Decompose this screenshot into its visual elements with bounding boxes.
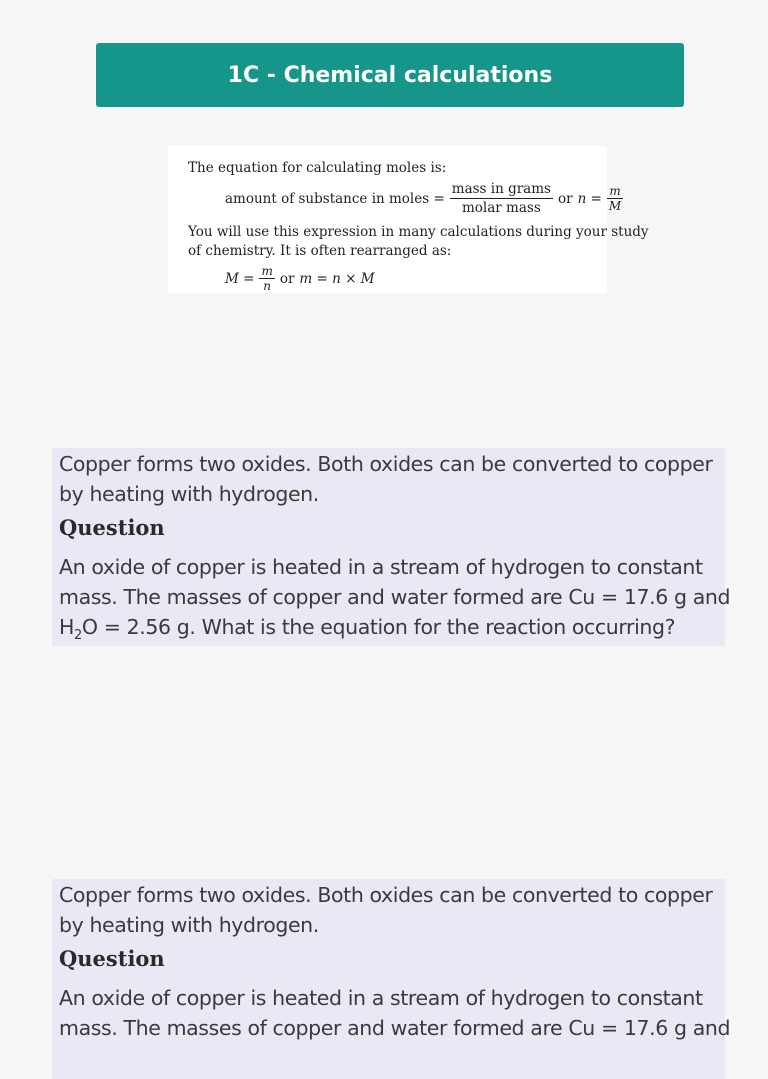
body-line: An oxide of copper is heated in a stream of hydrogen to constant	[59, 986, 703, 1010]
formula-explanation-line2: of chemistry. It is often rearranged as:	[188, 243, 452, 259]
fraction-numerator: mass in grams	[451, 181, 551, 197]
water-formula-h: H	[59, 615, 75, 639]
m-numerator: m	[261, 264, 273, 278]
formula-intro: The equation for calculating moles is:	[188, 160, 447, 176]
body-text: O = 2.56 g. What is the equation for the reaction occurring?	[81, 615, 676, 639]
m-equals: m = n × M	[299, 270, 375, 287]
question-card	[52, 448, 731, 646]
equation-lhs: amount of substance in moles =	[225, 190, 445, 207]
fraction-denominator: molar mass	[462, 200, 541, 216]
rearranged-equation	[225, 264, 375, 293]
n-equals: n =	[577, 190, 602, 207]
intro-line: by heating with hydrogen.	[59, 913, 319, 937]
moles-equation	[225, 180, 628, 217]
question-body	[59, 983, 730, 1043]
m-numerator: m	[609, 184, 621, 198]
n-denominator: n	[263, 279, 271, 293]
body-line	[59, 612, 730, 651]
question-intro	[59, 880, 713, 940]
or-text: or	[279, 270, 295, 287]
question-intro	[59, 449, 713, 509]
body-line: An oxide of copper is heated in a stream of hydrogen to constant	[59, 555, 703, 579]
page-title: 1C - Chemical calculations	[227, 62, 553, 88]
intro-line: Copper forms two oxides. Both oxides can be converted to copper	[59, 452, 713, 476]
formula-explanation-line1: You will use this expression in many calculations during your study	[188, 224, 649, 240]
m-over-n	[259, 264, 274, 293]
M-equals: M =	[225, 270, 255, 287]
M-denominator: M	[608, 199, 622, 213]
intro-line: by heating with hydrogen.	[59, 482, 319, 506]
section-header	[96, 43, 684, 107]
question-card	[52, 879, 731, 1079]
subscript-2: 2	[74, 628, 82, 644]
intro-line: Copper forms two oxides. Both oxides can be converted to copper	[59, 883, 713, 907]
or-text: or	[557, 190, 573, 207]
m-over-M	[607, 184, 623, 213]
question-heading: Question	[59, 946, 165, 971]
question-body	[59, 552, 730, 651]
question-heading: Question	[59, 515, 165, 540]
body-line: mass. The masses of copper and water formed are Cu = 17.6 g and	[59, 585, 731, 609]
formula-card	[168, 146, 649, 293]
body-line: mass. The masses of copper and water formed are Cu = 17.6 g and	[59, 1016, 731, 1040]
mass-over-molar-mass	[450, 180, 553, 217]
